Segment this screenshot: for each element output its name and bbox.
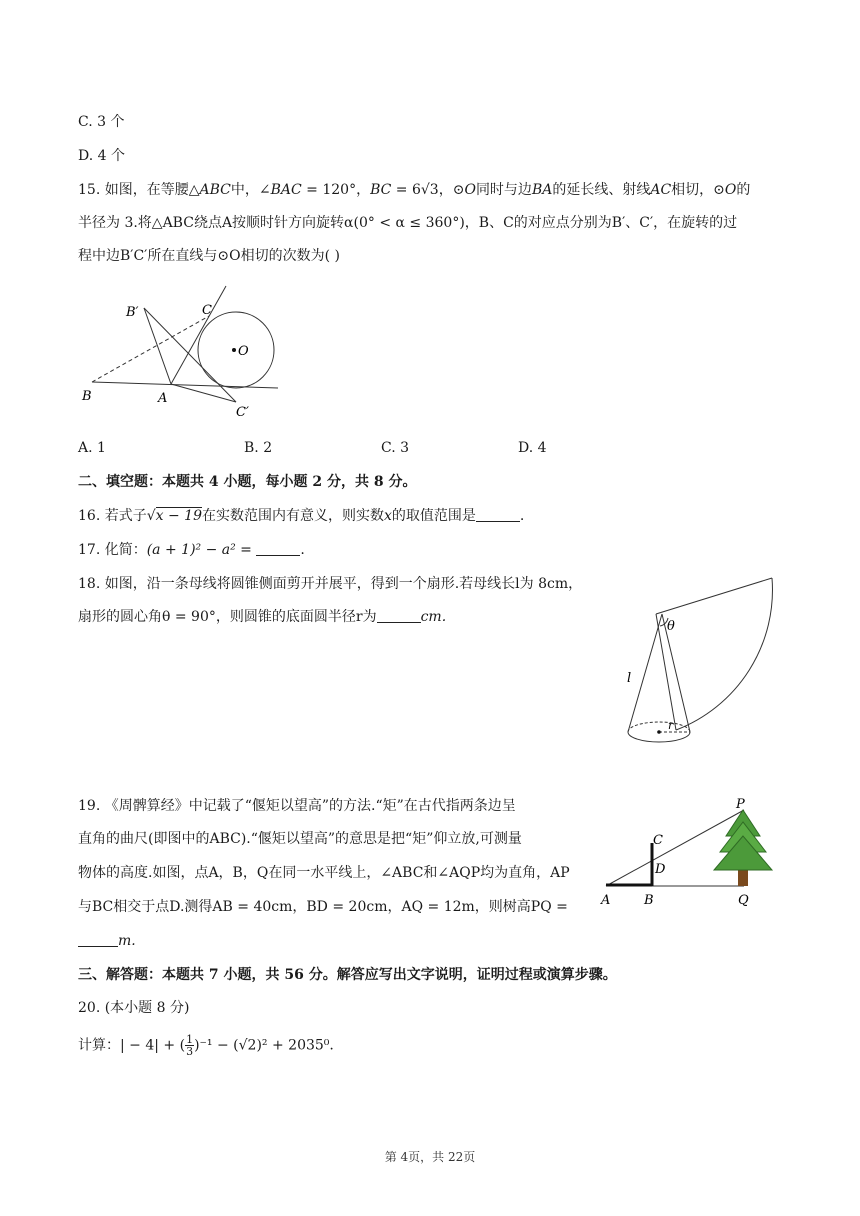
label-a: A xyxy=(158,391,168,406)
label-q: Q xyxy=(738,893,749,908)
label-a: A xyxy=(601,893,611,908)
label-b-prime: B′ xyxy=(126,305,139,320)
q18-line2: 扇形的圆心角θ = 90°，则圆锥的底面圆半径r为 cm. xyxy=(78,609,447,625)
q15-option-a: A. 1 xyxy=(78,440,106,456)
q20-fraction: $\frac{1}{3}$ xyxy=(186,1033,194,1058)
q19-answer-blank xyxy=(78,932,118,947)
q19-line3: 物体的高度.如图，点A，B，Q在同一水平线上，∠ABC和∠AQP均为直角，AP xyxy=(78,865,570,881)
q17-answer-blank xyxy=(256,541,300,556)
label-b: B xyxy=(82,389,92,404)
q15-figure xyxy=(78,278,288,420)
q16: 16. 若式子√x − 19在实数范围内有意义，则实数x的取值范围是 . xyxy=(78,508,525,524)
cone-base-center xyxy=(657,730,661,734)
center-o-dot xyxy=(232,348,236,352)
ray-ac xyxy=(171,286,226,384)
label-c: C xyxy=(653,833,663,848)
segment-b-prime-c-prime xyxy=(144,308,236,402)
q15-line2: 半径为 3.将△ABC绕点A按顺时针方向旋转α(0° < α ≤ 360°)，B、C的对应点分别为B′、C′，在旋转的过 xyxy=(78,215,738,231)
label-p: P xyxy=(736,797,745,812)
q20-expression: 计算：| − 4| + ( $\frac{1}{3}$ )⁻¹ − (√2)² + 2035⁰. xyxy=(78,1033,334,1058)
page-footer: 第 4页，共 22页 xyxy=(384,1150,476,1164)
q16-answer-blank xyxy=(476,507,520,522)
option-c-prev: C. 3 个 xyxy=(78,114,125,130)
q15-option-b: B. 2 xyxy=(244,440,273,456)
q19-line5: m. xyxy=(78,931,136,951)
q19-figure xyxy=(598,796,788,908)
option-d-prev: D. 4 个 xyxy=(78,148,125,164)
q19-line4: 与BC相交于点D.测得AB = 40cm，BD = 20cm，AQ = 12m，则树高PQ = xyxy=(78,899,568,915)
section-2-heading: 二、填空题：本题共 4 小题，每小题 2 分，共 8 分。 xyxy=(78,474,417,490)
label-b: B xyxy=(644,893,654,908)
label-c: C xyxy=(202,303,212,318)
q15-option-c: C. 3 xyxy=(381,440,410,456)
q18-line1: 18. 如图，沿一条母线将圆锥侧面剪开并展平，得到一个扇形.若母线长l为 8cm， xyxy=(78,576,583,592)
q17: 17. 化简：(a + 1)² − a² = . xyxy=(78,542,305,558)
sector-arc xyxy=(676,578,772,730)
q18-figure xyxy=(618,574,784,754)
label-d: D xyxy=(655,862,666,877)
q19-line2: 直角的曲尺(即图中的ABC).“偃矩以望高”的意思是把“矩”仰立放,可测量 xyxy=(78,831,522,847)
q18-answer-blank xyxy=(377,608,421,623)
q15-line3: 程中边B′C′所在直线与⊙O相切的次数为( ) xyxy=(78,248,340,264)
tree-layer-bottom xyxy=(714,836,772,870)
sector-radius-top xyxy=(656,578,772,614)
label-c-prime: C′ xyxy=(236,405,249,420)
segment-b-prime-a xyxy=(144,308,171,384)
cone-left-edge xyxy=(628,614,662,732)
label-r: r xyxy=(668,719,674,732)
q15-option-d: D. 4 xyxy=(518,440,547,456)
q19-line1: 19. 《周髀算经》中记载了“偃矩以望高”的方法.“矩”在古代指两条边呈 xyxy=(78,798,516,814)
label-o: O xyxy=(238,344,249,359)
q20-title: 20. (本小题 8 分) xyxy=(78,1000,190,1016)
label-l: l xyxy=(627,671,632,686)
q15-line1: 15. 如图，在等腰△ABC中，∠BAC = 120°，BC = 6√3，⊙O同时与边BA的延长线、射线AC相切，⊙O的 xyxy=(78,182,751,198)
label-theta: θ xyxy=(667,619,675,634)
section-3-heading: 三、解答题：本题共 7 小题，共 56 分。解答应写出文字说明，证明过程或演算步骤。 xyxy=(78,967,617,983)
